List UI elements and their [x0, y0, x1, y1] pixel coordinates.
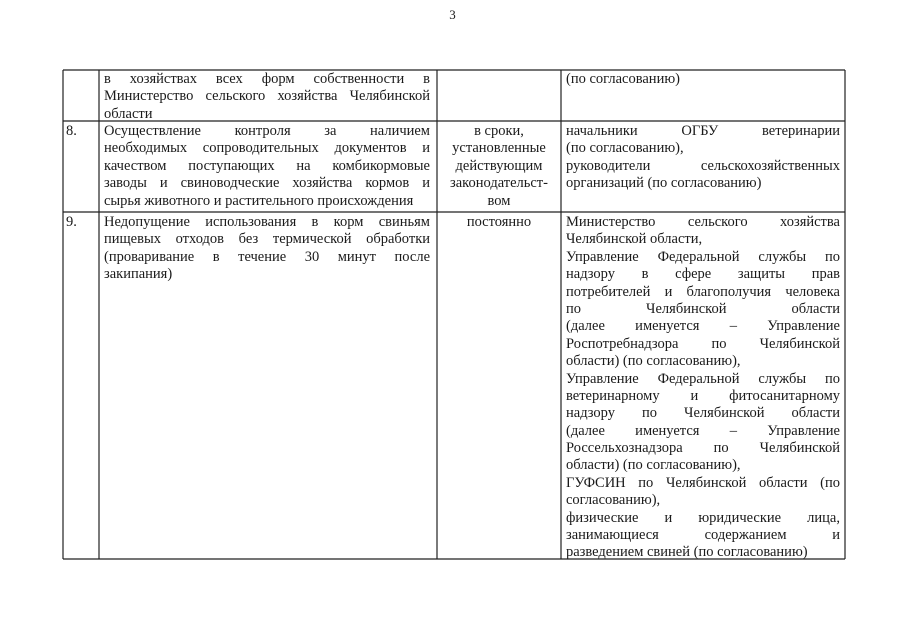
row8-number: 8.: [66, 123, 77, 139]
text-line: физические и юридические лица,: [566, 509, 840, 526]
row9-number: 9.: [66, 214, 77, 230]
row8-responsible: [566, 123, 840, 193]
text-line: закипания): [104, 266, 173, 283]
text-line: вом: [487, 192, 511, 209]
text-line: в хозяйствах всех форм собственности в: [104, 71, 430, 87]
text-line: Недопущение использования в корм свиньям: [104, 214, 430, 230]
page-number: 3: [449, 7, 456, 22]
text-line: (проваривание в течение 30 минут после: [104, 248, 430, 265]
row1-description: [104, 71, 430, 123]
text-line: организаций (по согласованию): [566, 175, 762, 192]
text-line: сырья животного и растительного происхождения: [104, 192, 414, 209]
text-line: Министерство сельского хозяйства Челябинской: [104, 88, 430, 105]
text-line: Осуществление контроля за наличием: [104, 123, 430, 139]
text-line: согласованию),: [566, 492, 661, 509]
text-line: необходимых сопроводительных документов и: [104, 140, 430, 157]
text-line: пищевых отходов без термической обработки: [104, 231, 430, 248]
text-line: в сроки,: [474, 123, 524, 139]
text-line: Управление Федеральной службы по: [566, 248, 840, 265]
text-line: (по согласованию),: [566, 140, 684, 157]
text-line: качеством поступающих на комбикормовые: [104, 157, 430, 174]
text-line: установленные: [452, 140, 546, 157]
text-line: законодательст-: [450, 175, 548, 192]
text-line: заводы и свиноводческие хозяйства кормов и: [104, 175, 430, 192]
text-line: потребителей и благополучия человека: [566, 283, 840, 300]
text-line: Управление Федеральной службы по: [566, 370, 840, 387]
text-line: (далее именуется – Управление: [566, 422, 840, 439]
text-line: ГУФСИН по Челябинской области (по: [566, 474, 840, 491]
text-line: Россельхознадзора по Челябинской: [566, 440, 840, 457]
row9-deadline: [440, 214, 558, 231]
text-line: области) (по согласованию),: [566, 353, 741, 370]
text-line: начальники ОГБУ ветеринарии: [566, 123, 840, 139]
row9-description: [104, 214, 430, 284]
text-line: (по согласованию): [566, 71, 680, 87]
text-line: Министерство сельского хозяйства: [566, 214, 840, 230]
text-line: руководители сельскохозяйственных: [566, 157, 840, 174]
text-line: разведением свиней (по согласованию): [566, 544, 808, 561]
text-line: по Челябинской области: [566, 300, 840, 317]
text-line: (далее именуется – Управление: [566, 318, 840, 335]
text-line: надзору по Челябинской области: [566, 405, 840, 422]
row8-description: [104, 123, 430, 210]
row1-responsible: [566, 71, 840, 88]
text-line: действующим: [455, 157, 543, 174]
text-line: надзору в сфере защиты прав: [566, 266, 840, 283]
row9-responsible: [566, 214, 840, 562]
text-line: области) (по согласованию),: [566, 457, 741, 474]
row8-deadline: [440, 123, 558, 210]
text-line: области: [104, 105, 153, 122]
text-line: ветеринарному и фитосанитарному: [566, 387, 840, 404]
text-line: занимающиеся содержанием и: [566, 527, 840, 544]
text-line: Роспотребнадзора по Челябинской: [566, 335, 840, 352]
text-line: постоянно: [466, 214, 532, 230]
text-line: Челябинской области,: [566, 231, 703, 248]
